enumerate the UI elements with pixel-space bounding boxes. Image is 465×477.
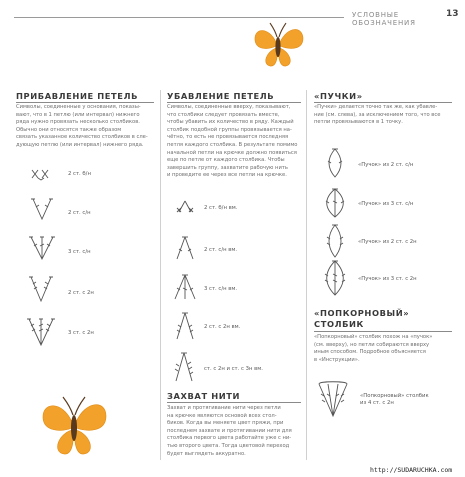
symbol-label: «Пучок» из 3 ст. с/н [358, 201, 414, 207]
symbol-2-dc-dec [174, 234, 196, 262]
section-heading: ЗАХВАТ НИТИ [167, 391, 241, 401]
section-heading: «ПУЧКИ» [314, 91, 363, 101]
section-text: «Пучки» делается точно так же, как убавле- ние (см. слева), за исключением того, что все петли провязываются в 1 точку. [314, 104, 441, 126]
page-header [0, 0, 465, 28]
symbol-2-tr [28, 274, 54, 304]
symbol-label: 2 ст. с 2н вм. [204, 324, 241, 330]
symbol-cluster-3-tr [322, 258, 348, 298]
heading-rule [314, 102, 452, 103]
symbol-3-dc [28, 234, 56, 262]
symbol-cluster-2-dc [324, 146, 346, 180]
symbol-tr-dtr-dec [172, 350, 196, 384]
symbol-label: «Пучок» из 2 ст. с 2н [358, 239, 417, 245]
heading-rule [167, 402, 301, 403]
symbol-2-dc [30, 196, 54, 222]
section-heading: «ПОПКОРНОВЫЙ» СТОЛБИК [314, 308, 410, 329]
symbol-label: 2 ст. б/н [68, 171, 91, 177]
column-divider [160, 90, 161, 460]
symbol-label: 2 ст. с/н вм. [204, 247, 238, 253]
symbol-label: 3 ст. с/н вм. [204, 286, 238, 292]
symbol-label: «Пучок» из 3 ст. с 2н [358, 276, 417, 282]
heading-rule [314, 331, 452, 332]
section-heading: ПРИБАВЛЕНИЕ ПЕТЕЛЬ [16, 91, 138, 101]
symbol-popcorn [316, 380, 350, 420]
symbol-3-tr [26, 316, 56, 348]
symbol-label: ст. с 2н и ст. с 3н вм. [204, 366, 263, 372]
symbol-label: «Пучок» из 2 ст. с/н [358, 162, 414, 168]
section-title: УСЛОВНЫЕ ОБОЗНАЧЕНИЯ [352, 11, 416, 27]
section-text: «Попкорновый» столбик похож на «пучок» (см. вверху), но петли собираются вверху иным способом. Подробное объясняется в «Инструкции». [314, 334, 433, 363]
symbol-label: «Попкорновый» столбик из 4 ст. с 2н [360, 393, 429, 406]
symbol-cluster-2-tr [324, 222, 346, 260]
symbol-3-dc-dec [172, 272, 198, 302]
symbol-label: 2 ст. б/н вм. [204, 205, 238, 211]
page-number: 13 [446, 9, 459, 19]
column-divider [306, 90, 307, 460]
section-text: Захват и протягивание нити через петли на крючке являются основой всех стол- биков. Когда вы меняете цвет пряжи, при последнем захвате и протягивании нити для столбика первого цвета работайте уже с ни- тью второго цвета. Тогда цветовой переход будет выглядеть аккуратно. [167, 405, 292, 457]
section-text: Символы, соединенные вверху, показывают, что столбики следует провязать вместе, чтобы убавить их количество в ряду. Каждый столбик подобной группы провязывается на- чётно, то есть не провязывается последняя петля каждого столбика. В результате помимо начальной петли на крючке должно появиться еще по петле от каждого столбика. Чтобы завершить группу, захватите рабочую нить и проведите ее через все петли на крючке. [167, 104, 298, 179]
symbol-label: 2 ст. с 2н [68, 290, 94, 296]
symbol-2-sc-dec [174, 198, 196, 216]
symbol-label: 3 ст. с/н [68, 249, 91, 255]
symbol-2-tr-dec [174, 310, 196, 342]
section-heading: УБАВЛЕНИЕ ПЕТЕЛЬ [167, 91, 275, 101]
butterfly-illustration-top [248, 20, 308, 74]
section-text: Символы, соединенные у основания, показы- вают, что в 1 петлю (или интервал) нижнего ряда нужно провязать несколько столбиков. Обычно они относятся также образом связать указанное количество столбиков в сле- дующую петлю (или интервал) нижнего ряда. [16, 104, 148, 148]
heading-rule [167, 102, 301, 103]
watermark-url: http://SUDARUCHKA.com [370, 466, 453, 474]
symbol-label: 2 ст. с/н [68, 210, 91, 216]
symbol-label: 3 ст. с 2н [68, 330, 94, 336]
symbol-2-sc [28, 166, 54, 182]
heading-rule [16, 102, 154, 103]
header-rule [14, 17, 344, 18]
symbol-cluster-3-dc [322, 186, 348, 220]
butterfly-illustration-bottom [36, 392, 112, 464]
